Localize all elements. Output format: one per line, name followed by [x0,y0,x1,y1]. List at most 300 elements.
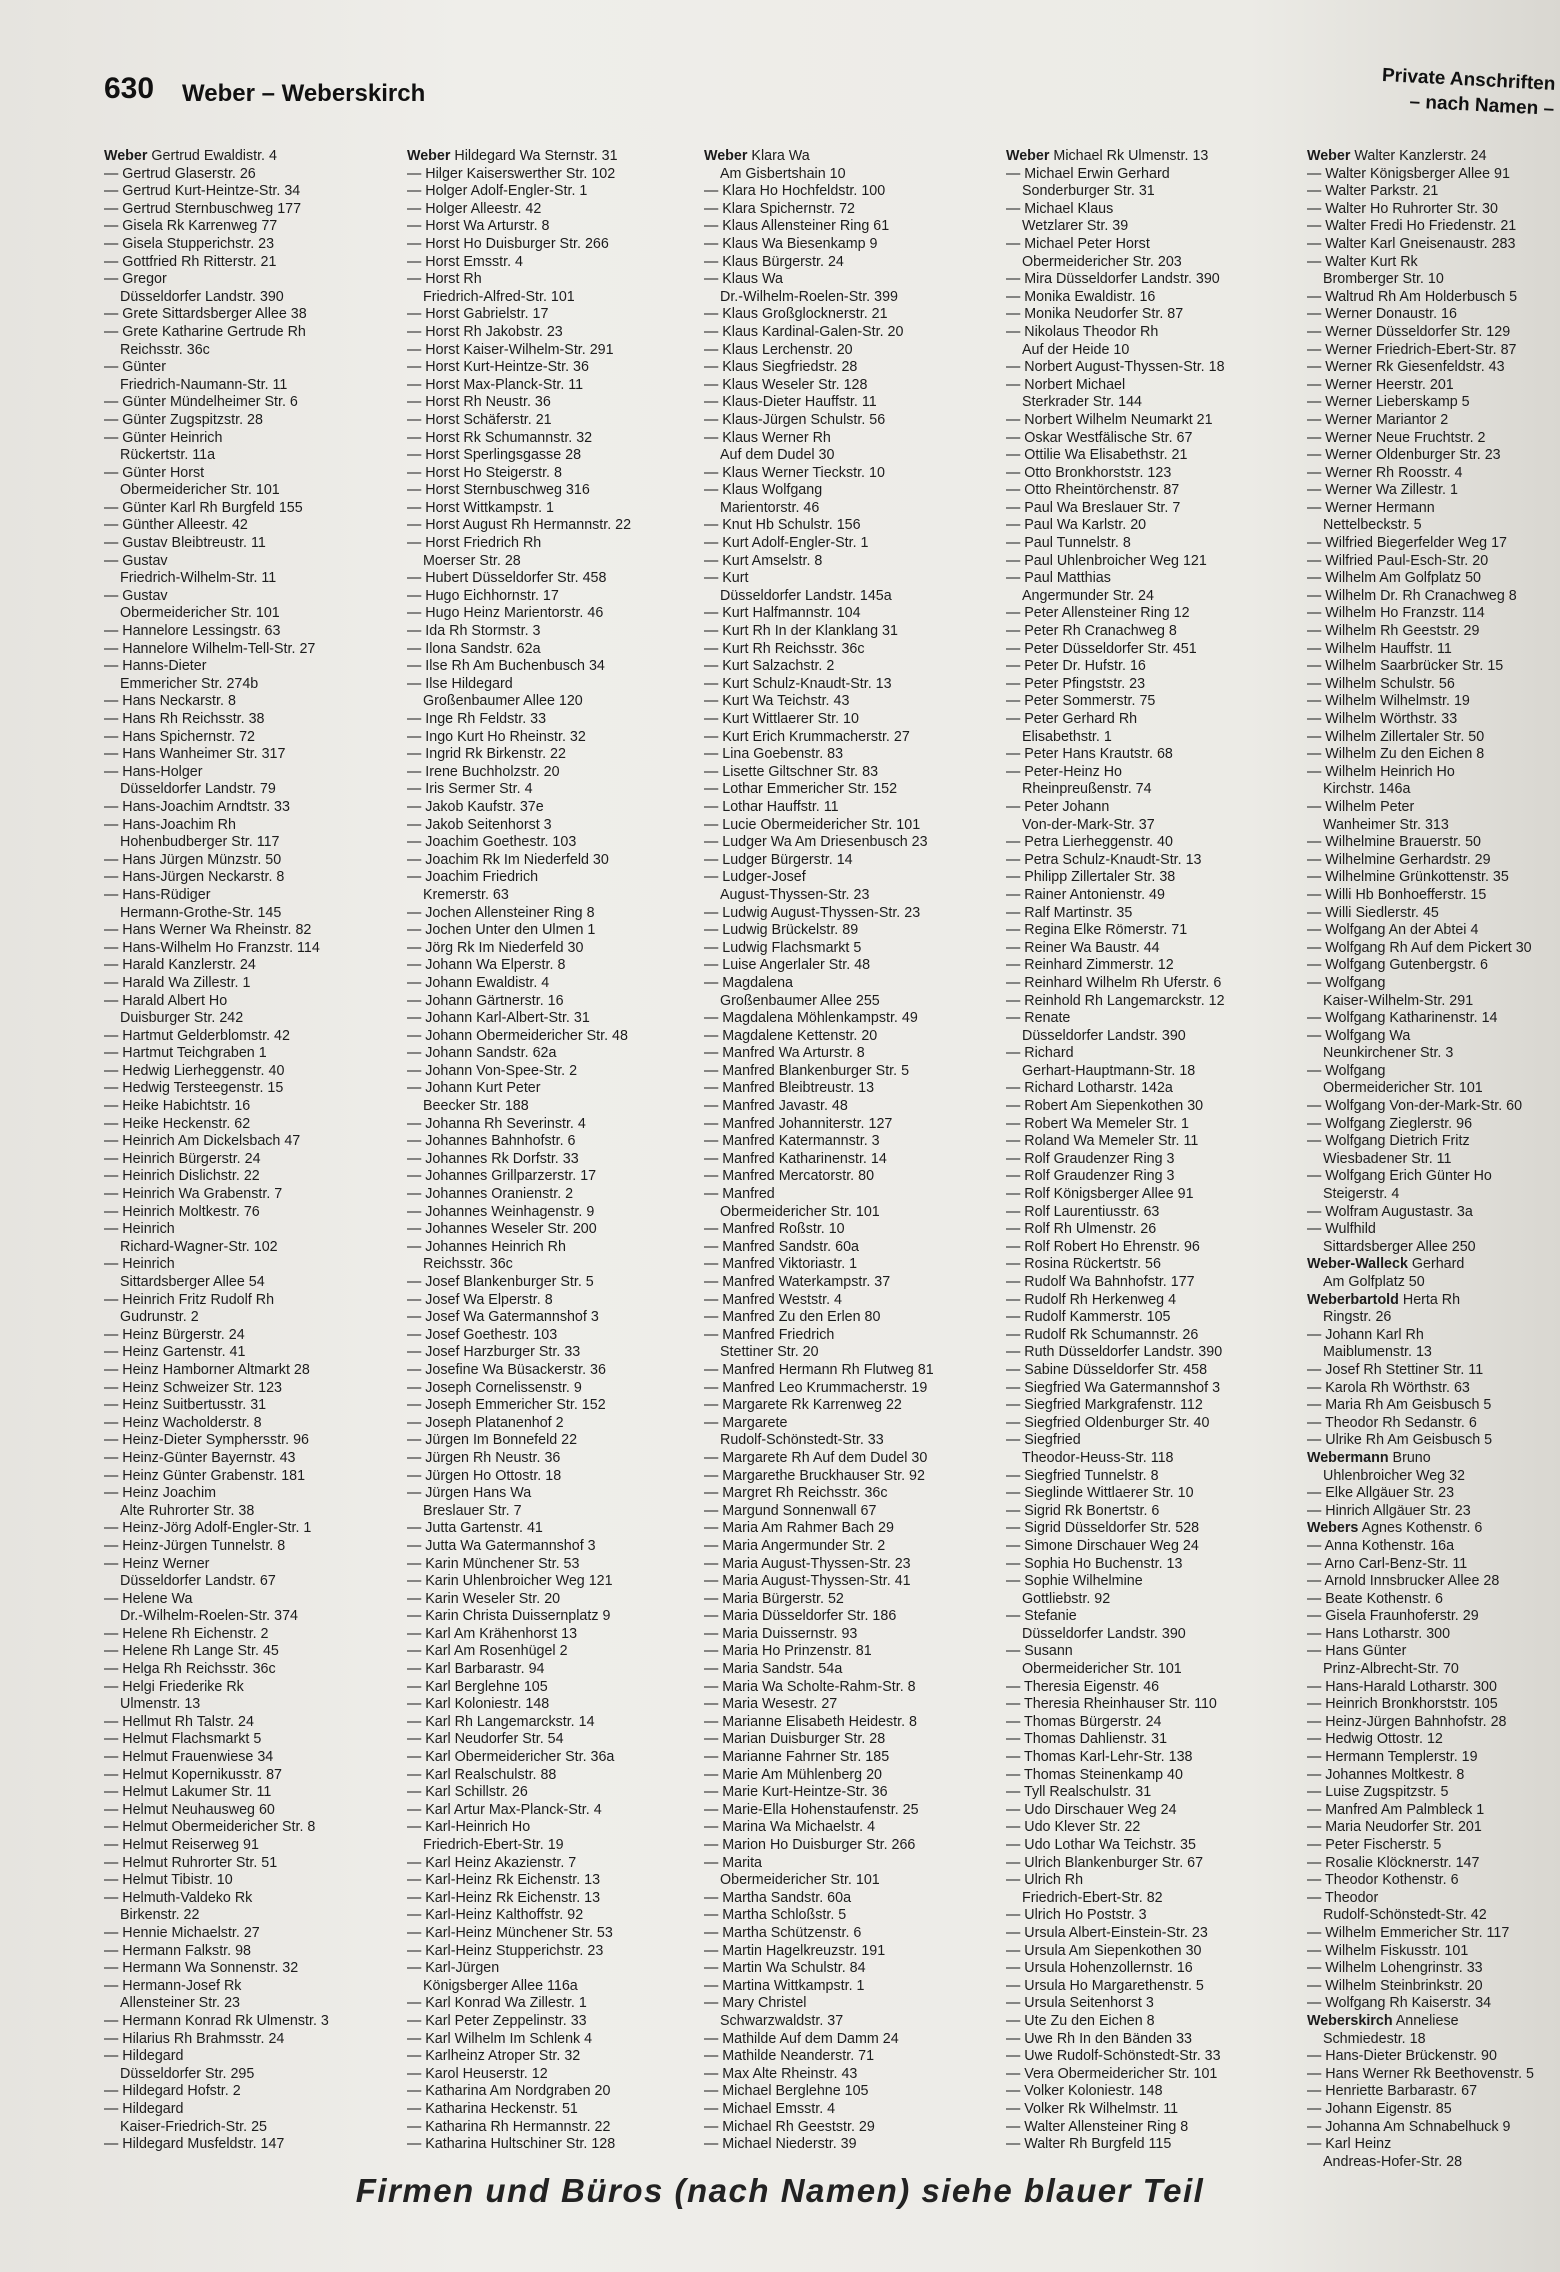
directory-entry-line [1307,377,1557,395]
directory-entry-line [407,1432,692,1450]
directory-entry-line [1307,1520,1557,1538]
entry-text: — Ludwig August-Thyssen-Str. 23 [704,904,921,921]
entry-text: — Helmut Neuhausweg 60 [104,1801,275,1818]
entry-text: — Werner Rk Giesenfeldstr. 43 [1307,359,1505,376]
entry-text: Allensteiner Str. 23 [120,1995,241,2012]
directory-entry-line [704,1045,989,1063]
entry-text: — Hedwig Tersteegenstr. 15 [104,1080,284,1097]
directory-entry-line [407,1221,692,1239]
directory-entry-line [104,430,389,448]
entry-text: — Robert Am Siepenkothen 30 [1006,1098,1204,1115]
entry-text: — Gisela Fraunhoferstr. 29 [1307,1608,1479,1625]
entry-text: — Richard [1006,1045,1074,1062]
entry-text: Rudolf-Schönstedt-Str. 33 [720,1432,884,1449]
directory-entry-line [1006,2136,1291,2154]
directory-entry-line [104,1890,389,1908]
directory-entry-line [1006,729,1291,747]
entry-text: — Sigrid Düsseldorfer Str. 528 [1006,1520,1200,1537]
entry-text: Düsseldorfer Landstr. 390 [120,288,284,305]
entry-text: Bromberger Str. 10 [1323,271,1444,288]
entry-text: — Heinz Wacholderstr. 8 [104,1414,262,1431]
directory-entry-line [407,676,692,694]
entry-text: — Horst Wittkampstr. 1 [407,499,554,516]
directory-entry-line [104,834,389,852]
entry-text: — Otto Bronkhorststr. 123 [1006,464,1172,481]
entry-text: — Margarethe Bruckhauser Str. 92 [704,1467,925,1484]
entry-text: — Peter Hans Krautstr. 68 [1006,746,1173,763]
entry-text: — Karl Barbarastr. 94 [407,1661,545,1678]
entry-text: — Wolfgang Katharinenstr. 14 [1307,1010,1498,1027]
directory-entry-line [1006,658,1291,676]
entry-text: — Sophia Ho Buchenstr. 13 [1006,1555,1183,1572]
directory-entry-line [104,1661,389,1679]
entry-text: — Hans-Wilhelm Ho Franzstr. 114 [104,939,320,956]
directory-entry-line [1006,535,1291,553]
entry-text: — Sabine Düsseldorfer Str. 458 [1006,1361,1208,1378]
directory-entry-line [1307,2013,1557,2031]
directory-entry-line [704,1907,989,1925]
directory-entry-line [104,1784,389,1802]
directory-entry-line [407,1133,692,1151]
directory-entry-line [704,1274,989,1292]
entry-text: Kirchstr. 146a [1323,781,1411,798]
directory-entry-line [104,1925,389,1943]
entry-text: — Maria Neudorfer Str. 201 [1307,1819,1482,1836]
entry-text: — Heinrich [104,1256,175,1273]
entry-text: — Wolfgang Von-der-Mark-Str. 60 [1307,1098,1523,1115]
directory-entry-line [1307,148,1557,166]
entry-text: — Gisela Rk Karrenweg 77 [104,218,278,235]
directory-entry-line [1006,852,1291,870]
entry-text: — Hennie Michaelstr. 27 [104,1924,260,1941]
directory-entry-line [1307,2066,1557,2084]
directory-entry-line [104,1468,389,1486]
directory-entry-line [1307,166,1557,184]
directory-entry-line [704,852,989,870]
entry-text: — Wolfgang [1307,1062,1386,1079]
directory-entry-line [704,1767,989,1785]
entry-text: — Marie Kurt-Heintze-Str. 36 [704,1784,888,1801]
directory-entry-line [104,1098,389,1116]
entry-text: Bruno [1388,1449,1431,1466]
entry-text: — Nikolaus Theodor Rh [1006,323,1159,340]
entry-text: Großenbaumer Allee 120 [423,693,583,710]
directory-entry-line [1307,588,1557,606]
directory-entry-line [407,236,692,254]
entry-text: — Klaus Allensteiner Ring 61 [704,218,890,235]
directory-entry-line [704,1309,989,1327]
directory-column-4 [1006,148,1291,2154]
entry-text: Auf der Heide 10 [1022,341,1130,358]
directory-entry-line [407,2119,692,2137]
directory-entry-line [407,1837,692,1855]
entry-text: — Wulfhild [1307,1221,1376,1238]
entry-text: — Wilhelm Peter [1307,798,1415,815]
entry-text: — Heinz-Dieter Symphersstr. 96 [104,1432,309,1449]
entry-text: — Johann Eigenstr. 85 [1307,2100,1452,2117]
entry-text: — Hildegard Musfeldstr. 147 [104,2136,285,2153]
entry-text: — Martin Wa Schulstr. 84 [704,1960,866,1977]
directory-entry-line [407,1556,692,1574]
entry-text: — Klara Ho Hochfeldstr. 100 [704,183,886,200]
directory-entry-line [704,975,989,993]
section-heading [1354,62,1556,122]
directory-entry-line [1006,500,1291,518]
entry-text: Gerhart-Hauptmann-Str. 18 [1022,1062,1196,1079]
entry-text: — Siegfried [1006,1432,1081,1449]
entry-text: — Uwe Rh In den Bänden 33 [1006,2030,1192,2047]
entry-text: — Heinz Hamborner Altmarkt 28 [104,1361,310,1378]
directory-entry-line [1006,1151,1291,1169]
entry-text: — Hans-Dieter Brückenstr. 90 [1307,2048,1497,2065]
directory-entry-line [1307,271,1557,289]
entry-text: — Karl-Jürgen [407,1960,500,1977]
entry-text: Gertrud Ewaldistr. 4 [147,148,277,164]
entry-text: — Manfred Katharinenstr. 14 [704,1150,887,1167]
entry-text: — Werner Mariantor 2 [1307,411,1449,428]
entry-text: — Karl Heinz [1307,2136,1392,2153]
directory-entry-line [704,2083,989,2101]
entry-text: — Joseph Emmericher Str. 152 [407,1397,606,1414]
directory-entry-line [704,1819,989,1837]
directory-entry-line [704,1749,989,1767]
entry-text: Emmericher Str. 274b [120,675,259,692]
directory-entry-line [104,218,389,236]
directory-entry-line [1307,1696,1557,1714]
entry-text: — Rolf Königsberger Allee 91 [1006,1186,1194,1203]
entry-text: — Harald Albert Ho [104,992,228,1009]
entry-text: — Wolfgang Erich Günter Ho [1307,1168,1492,1185]
entry-text: — Johann Karl-Albert-Str. 31 [407,1010,590,1027]
directory-entry-line [104,166,389,184]
directory-entry-line [407,2083,692,2101]
directory-entry-line [1006,1063,1291,1081]
entry-text: — Helmut Lakumer Str. 11 [104,1784,272,1801]
entry-text: Schwarzwaldstr. 37 [720,2012,844,2029]
directory-entry-line [407,2048,692,2066]
entry-text: — Anna Kothenstr. 16a [1307,1537,1455,1554]
entry-text: — Helmut Ruhrorter Str. 51 [104,1854,278,1871]
directory-entry-line [1006,1116,1291,1134]
directory-entry-line [704,1204,989,1222]
entry-text: — Sigrid Rk Bonertstr. 6 [1006,1502,1160,1519]
directory-entry-line [1006,781,1291,799]
directory-entry-line [104,1010,389,1028]
entry-text: — Tyll Realschulstr. 31 [1006,1784,1152,1801]
directory-entry-line [407,394,692,412]
entry-text: — Horst Sperlingsgasse 28 [407,447,582,464]
entry-text: — Hildegard [104,2048,184,2065]
directory-entry-line [1006,570,1291,588]
directory-entry-line [704,148,989,166]
directory-entry-line [407,1327,692,1345]
directory-entry-line [407,922,692,940]
entry-text: Ulmenstr. 13 [120,1696,201,1713]
entry-text: — Manfred Roßstr. 10 [704,1221,845,1238]
entry-text: — Klaus Wolfgang [704,482,823,499]
entry-text: — Martha Schloßstr. 5 [704,1907,847,1924]
entry-text: Moerser Str. 28 [423,552,521,569]
entry-text: — Rudolf Wa Bahnhofstr. 177 [1006,1274,1195,1290]
entry-text: Maiblumenstr. 13 [1323,1344,1432,1361]
directory-entry-line [407,975,692,993]
directory-entry-line [104,1204,389,1222]
directory-entry-line [104,1239,389,1257]
entry-text: Birkenstr. 22 [120,1907,200,1924]
directory-entry-line [1307,764,1557,782]
entry-text: — Helmut Kopernikusstr. 87 [104,1766,282,1783]
entry-text: — Ingo Kurt Ho Rheinstr. 32 [407,728,586,745]
entry-text: — Karl-Heinz Rk Eichenstr. 13 [407,1889,601,1906]
directory-entry-line [704,940,989,958]
directory-entry-line [704,1661,989,1679]
directory-entry-line [1307,1450,1557,1468]
directory-entry-line [407,1397,692,1415]
entry-text: — Wolfgang An der Abtei 4 [1307,922,1479,939]
entry-text: Prinz-Albrecht-Str. 70 [1323,1661,1459,1678]
entry-text: — Reinhard Zimmerstr. 12 [1006,957,1174,974]
directory-entry-line [1307,1344,1557,1362]
entry-text: — Theresia Eigenstr. 46 [1006,1678,1160,1695]
directory-entry-line [104,306,389,324]
directory-entry-line [1006,359,1291,377]
entry-text: — Johann Von-Spee-Str. 2 [407,1062,578,1079]
entry-text: — Theodor Rh Sedanstr. 6 [1307,1414,1477,1431]
entry-text: — Johannes Rk Dorfstr. 33 [407,1150,579,1167]
entry-text: — Klaus Großglocknerstr. 21 [704,306,888,323]
entry-text: — Lina Goebenstr. 83 [704,746,844,763]
directory-entry-line [407,570,692,588]
directory-entry-line [1307,342,1557,360]
entry-text: — Rolf Graudenzer Ring 3 [1006,1150,1175,1167]
directory-entry-line [104,957,389,975]
entry-text: — Heinz Schweizer Str. 123 [104,1379,282,1396]
directory-entry-line [1006,1485,1291,1503]
directory-entry-line [104,1063,389,1081]
directory-entry-line [704,1063,989,1081]
directory-entry-line [104,570,389,588]
entry-text: — Werner Düsseldorfer Str. 129 [1307,323,1511,340]
directory-entry-line [1307,746,1557,764]
directory-entry-line [1307,1468,1557,1486]
directory-entry-line [1006,1468,1291,1486]
directory-entry-line [1307,623,1557,641]
directory-entry-line [407,623,692,641]
entry-text: — Mathilde Auf dem Damm 24 [704,2030,899,2047]
directory-entry-line [1006,342,1291,360]
directory-entry-line [704,799,989,817]
entry-text: — Werner Heerstr. 201 [1307,376,1454,393]
directory-entry-line [104,1309,389,1327]
page-number: 630 [104,72,155,105]
directory-entry-line [104,2048,389,2066]
entry-text: — Wolfgang Wa [1307,1027,1411,1044]
entry-text: — Heinz-Jörg Adolf-Engler-Str. 1 [104,1520,312,1537]
directory-entry-line [1006,1890,1291,1908]
entry-text: — Johannes Heinrich Rh [407,1238,566,1255]
directory-entry-line [407,957,692,975]
directory-entry-line [1307,1098,1557,1116]
entry-text: — Manfred Weststr. 4 [704,1291,842,1308]
entry-text: Obermeidericher Str. 203 [1022,253,1182,270]
directory-entry-line [1307,1010,1557,1028]
directory-entry-line [407,201,692,219]
entry-text: — Ludwig Flachsmarkt 5 [704,939,862,956]
directory-entry-line [104,1608,389,1626]
directory-entry-line [1307,975,1557,993]
directory-entry-line [1307,676,1557,694]
entry-text: — Johannes Oranienstr. 2 [407,1186,574,1203]
directory-entry-line [104,746,389,764]
entry-text: — Paul Wa Karlstr. 20 [1006,517,1147,534]
entry-text: — Thomas Dahlienstr. 31 [1006,1731,1168,1748]
directory-entry-line [407,359,692,377]
directory-entry-line [704,1415,989,1433]
entry-text: — Wilhelm Steinbrinkstr. 20 [1307,1977,1483,1994]
directory-entry-line [407,1063,692,1081]
directory-entry-line [1307,852,1557,870]
directory-entry-line [407,377,692,395]
directory-entry-line [104,271,389,289]
entry-text: — Michael Rh Geeststr. 29 [704,2118,875,2135]
entry-text: — Wolfgang Rh Auf dem Pickert 30 [1307,939,1532,956]
entry-text: — Hugo Eichhornstr. 17 [407,587,559,604]
entry-text: — Ottilie Wa Elisabethstr. 21 [1006,447,1188,464]
directory-entry-line [407,746,692,764]
entry-text: — Wilhelm Zillertaler Str. 50 [1307,728,1485,745]
entry-text: — Maria August-Thyssen-Str. 23 [704,1555,911,1572]
directory-entry-line [1307,1855,1557,1873]
entry-text: — Heinrich Fritz Rudolf Rh [104,1291,275,1308]
directory-entry-line [1307,1995,1557,2013]
entry-text: — Ulrich Ho Poststr. 3 [1006,1907,1147,1924]
directory-entry-line [704,641,989,659]
directory-entry-line [1006,1256,1291,1274]
directory-entry-line [407,183,692,201]
directory-entry-line [1307,254,1557,272]
directory-entry-line [1307,1239,1557,1257]
directory-entry-line [407,1344,692,1362]
directory-entry-line [1307,1485,1557,1503]
directory-entry-line [104,1591,389,1609]
directory-entry-line [1006,922,1291,940]
entry-text: — Hermann Falkstr. 98 [104,1942,251,1959]
directory-entry-line [1307,1872,1557,1890]
entry-text: — Hans Wanheimer Str. 317 [104,746,286,763]
directory-entry-line [104,342,389,360]
directory-entry-line [407,1767,692,1785]
directory-entry-line [704,324,989,342]
directory-entry-line [1006,1309,1291,1327]
entry-text: — Karl Neudorfer Str. 54 [407,1731,564,1748]
directory-entry-line [407,535,692,553]
directory-entry-line [1307,1643,1557,1661]
entry-text: — Horst Max-Planck-Str. 11 [407,376,584,393]
directory-entry-line [1006,1380,1291,1398]
directory-entry-line [704,1784,989,1802]
entry-text: — Theodor [1307,1889,1379,1906]
entry-text: Obermeidericher Str. 101 [720,1872,880,1889]
entry-text: — Karin Christa Duissernplatz 9 [407,1608,611,1625]
directory-entry-line [704,1556,989,1574]
directory-entry-line [104,1415,389,1433]
entry-text: — Roland Wa Memeler Str. 11 [1006,1133,1199,1150]
entry-text: — Wolfgang Gutenbergstr. 6 [1307,957,1488,974]
directory-entry-line [704,236,989,254]
directory-entry-line [407,1468,692,1486]
directory-entry-line [1006,1204,1291,1222]
directory-entry-line [104,201,389,219]
directory-entry-line [704,1520,989,1538]
directory-entry-line [1006,693,1291,711]
directory-entry-line [407,289,692,307]
directory-entry-line [407,1591,692,1609]
directory-entry-line [1006,1802,1291,1820]
entry-text: — Maria August-Thyssen-Str. 41 [704,1573,911,1590]
directory-entry-line [1307,1679,1557,1697]
directory-entry-line [407,940,692,958]
directory-entry-line [407,834,692,852]
entry-text: — Karola Rh Wörthstr. 63 [1307,1379,1470,1396]
directory-entry-line [1006,1239,1291,1257]
directory-entry-line [704,1010,989,1028]
entry-text: Großenbaumer Allee 255 [720,992,880,1009]
directory-entry-line [1307,1591,1557,1609]
directory-entry-line [104,2136,389,2154]
entry-text: Sittardsberger Allee 54 [120,1274,265,1290]
entry-text: — Arno Carl-Benz-Str. 11 [1307,1555,1468,1572]
directory-entry-line [104,1221,389,1239]
directory-entry-line [1006,1767,1291,1785]
directory-entry-line [104,500,389,518]
directory-entry-line [1006,711,1291,729]
entry-text: — Martin Hagelkreuzstr. 191 [704,1942,886,1959]
entry-text: — Hubert Düsseldorfer Str. 458 [407,570,607,587]
entry-text: — Maria Ho Prinzenstr. 81 [704,1643,872,1660]
entry-text: — Karl Realschulstr. 88 [407,1766,557,1783]
entry-text: — Manfred Viktoriastr. 1 [704,1256,858,1273]
directory-entry-line [1307,1943,1557,1961]
entry-text: Obermeidericher Str. 101 [720,1203,880,1220]
directory-entry-line [104,412,389,430]
directory-entry-line [1006,482,1291,500]
entry-text: — Holger Alleestr. 42 [407,200,542,217]
directory-entry-line [704,1872,989,1890]
entry-text: — Joachim Goethestr. 103 [407,834,577,851]
directory-entry-line [1006,746,1291,764]
entry-text: — Wilhelm Fiskusstr. 101 [1307,1942,1469,1959]
directory-entry-line [704,1626,989,1644]
directory-entry-line [1307,1626,1557,1644]
directory-entry-line [1307,922,1557,940]
directory-entry-line [1307,1556,1557,1574]
entry-text: — Petra Schulz-Knaudt-Str. 13 [1006,851,1202,868]
directory-entry-line [104,1696,389,1714]
entry-text: — Ludger Bürgerstr. 14 [704,851,853,868]
directory-entry-line [704,482,989,500]
directory-entry-line [1307,1503,1557,1521]
directory-entry-line [407,711,692,729]
directory-entry-line [1006,869,1291,887]
directory-entry-line [407,1960,692,1978]
entry-text: — Lucie Obermeidericher Str. 101 [704,816,921,833]
entry-text: — Horst Friedrich Rh [407,535,542,552]
directory-entry-line [407,1731,692,1749]
directory-entry-line [1006,1415,1291,1433]
directory-entry-line [1006,1274,1291,1292]
directory-entry-line [1307,1837,1557,1855]
directory-entry-line [1006,218,1291,236]
